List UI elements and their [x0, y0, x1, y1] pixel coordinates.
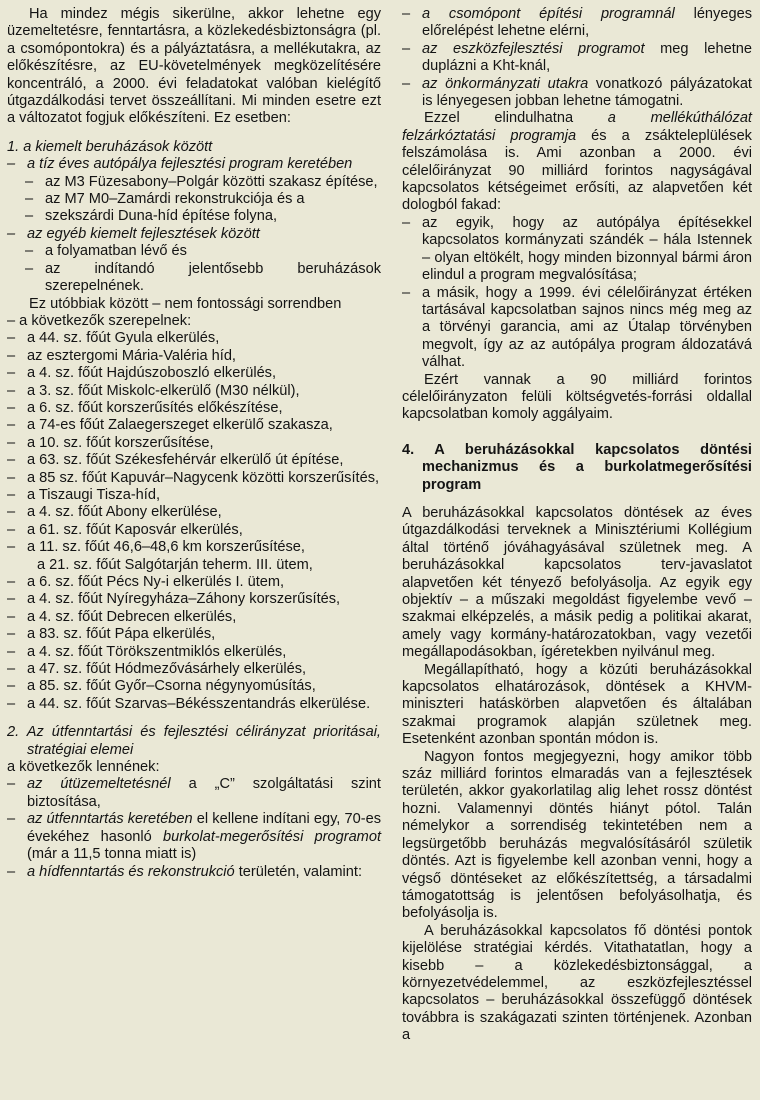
list-item: – a csomópont építési programnál lényeges előrelépést lehetne elérni, — [402, 6, 752, 41]
project-item: – a 61. sz. főút Kaposvár elkerülés, — [7, 522, 381, 539]
project-item: – a 11. sz. főút 46,6–48,6 km korszerűsítése, — [7, 539, 381, 556]
list-item: – a hídfenntartás és rekonstrukció területén, valamint: — [7, 864, 381, 881]
list-item: – a tíz éves autópálya fejlesztési program keretében — [7, 156, 381, 173]
note-line: – a következők szerepelnek: — [7, 312, 192, 329]
project-item: – a 4. sz. főút Nyíregyháza–Záhony korszerűsítés, — [7, 591, 381, 608]
project-item: a 21. sz. főút Salgótarján teherm. III. ütem, — [37, 556, 313, 573]
list-item: – az indítandó jelentősebb beruházások szerepelnének. — [7, 261, 381, 296]
section-2-intro: a következők lennének: — [7, 759, 160, 776]
list-item: – az eszközfejlesztési programot meg lehetne duplázni a Kht-knál, — [402, 41, 752, 76]
paragraph: A beruházásokkal kapcsolatos fő döntési pontok kijelölése stratégiai kérdés. Vitathatatlan, hogy a kisebb – a közlekedésbiztonsággal, a környezetvédelemmel, az eszközfejlesztéssel kapcsolatos – beruházásokkal összefüggő döntések továbbra is szakágazati szinten történjenek. Azonban a — [402, 922, 752, 1044]
project-item: – a 44. sz. főút Gyula elkerülés, — [7, 330, 381, 347]
list-item: – a folyamatban lévő és — [7, 243, 381, 260]
project-item: – a 44. sz. főút Szarvas–Békésszentandrás elkerülése. — [7, 696, 381, 713]
list-item: – az önkormányzati utakra vonatkozó pályázatokat is lényegesen jobban lehetne támogatni. — [402, 76, 752, 111]
list-item: – az M7 M0–Zamárdi rekonstrukciója és a — [7, 191, 381, 208]
left-column — [7, 6, 381, 881]
list-item: – szekszárdi Duna-híd építése folyna, — [7, 208, 381, 225]
project-item: – a 74-es főút Zalaegerszeget elkerülő szakasza, — [7, 417, 381, 434]
project-item: – a 4. sz. főút Debrecen elkerülés, — [7, 609, 381, 626]
project-list — [7, 330, 381, 713]
paragraph: Ezért vannak a 90 milliárd forintos célelőirányzaton felüli költségvetés-forrási oldallal kapcsolatban komoly aggályaim. — [402, 371, 752, 423]
project-item: – a 85 sz. főút Kapuvár–Nagycenk közötti korszerűsítés, — [7, 470, 381, 487]
list-item: – a másik, hogy a 1999. évi célelőirányzat értéken tartásával kapcsolatban sajnos nincs még meg az a törvényi garancia, ami az Útalap törvényben megvolt, így az az autópálya program áldozatává válhat. — [402, 285, 752, 372]
project-item: – a Tiszaugi Tisza-híd, — [7, 487, 381, 504]
section-1-heading: 1. a kiemelt beruházások között — [7, 138, 213, 155]
paragraph: Ezzel elindulhatna a mellékúthálózat felzárkóztatási programja és a zsákteleplülések felszámolása is. Ami azonban a 2000. évi célelőirányzat 90 milliárd forintos nagyságával kapcsolatos kétségeimet erősíti, az alapvetően két dologból fakad: — [402, 110, 752, 214]
list-item: – az útfenntartás keretében el kellene indítani egy, 70-es évekéhez hasonló burkolat-megerősítési programot (már a 11,5 tonna miatt is) — [7, 811, 381, 863]
project-item: – a 10. sz. főút korszerűsítése, — [7, 435, 381, 452]
section-4-heading: 4. A beruházásokkal kapcsolatos döntési mechanizmus és a burkolatmegerősítési program — [402, 441, 752, 493]
project-item: – a 4. sz. főút Hajdúszoboszló elkerülés, — [7, 365, 381, 382]
list-item: – az egyik, hogy az autópálya építésekkel kapcsolatos kormányzati szándék – hála Istennek – olyan eltökélt, hogy minden bizonnyal bármi áron elindul a program megvalósítása; — [402, 215, 752, 285]
project-item: – a 3. sz. főút Miskolc-elkerülő (M30 nélkül), — [7, 383, 381, 400]
project-item: – a 83. sz. főút Pápa elkerülés, — [7, 626, 381, 643]
project-item: – a 47. sz. főút Hódmezővásárhely elkerülés, — [7, 661, 381, 678]
list-item: – az útüzemeltetésnél a „C” szolgáltatási szint biztosítása, — [7, 776, 381, 811]
list-item: – az M3 Füzesabony–Polgár közötti szakasz építése, — [7, 174, 381, 191]
project-item: – a 4. sz. főút Törökszentmiklós elkerülés, — [7, 644, 381, 661]
project-item: – az esztergomi Mária-Valéria híd, — [7, 348, 381, 365]
project-item: – a 6. sz. főút Pécs Ny-i elkerülés I. ütem, — [7, 574, 381, 591]
section-2-heading: 2. Az útfenntartási és fejlesztési célirányzat prioritásai, stratégiai elemei — [7, 724, 381, 758]
list-item: – az egyéb kiemelt fejlesztések között — [7, 226, 381, 243]
project-item: – a 63. sz. főút Székesfehérvár elkerülő út építése, — [7, 452, 381, 469]
paragraph: Nagyon fontos megjegyezni, hogy amikor több száz milliárd forintos elmaradás van a fejlesztések területén, akkor gyakorlatilag alig lehet rossz döntést hozni. Valamennyi döntés hiányt pótol. Talán némelykor a sorrendiség tekintetében nem a legsürgetőbb beruházás megvalósításáról születik döntés. Azt is figyelembe kell azonban venni, hogy a végső döntéseket az előkészítettség, a társadalmi támogatottság is jelentősen befolyásolhatja, és befolyásolja is. — [402, 748, 752, 922]
project-item: – a 85. sz. főút Győr–Csorna négynyomúsítás, — [7, 678, 381, 695]
paragraph: Megállapítható, hogy a közúti beruházásokkal kapcsolatos elhatározások, döntések a KHVM-miniszteri hatáskörben alapvetően és általában szakmai programok alapján születnek meg. Esetenként azonban spontán módon is. — [402, 661, 752, 748]
note-line: Ez utóbbiak között – nem fontossági sorrendben — [29, 295, 342, 312]
intro-paragraph: Ha mindez mégis sikerülne, akkor lehetne egy üzemeltetésre, fenntartásra, a közlekedésbiztonságra (pl. a csomópontokra) és a pályáztatásra, a mellékutakra, az előkészítésre, az EU-követelmények megközelítésére koncentráló, a 2000. évi feladatokat valóban kielégítő útgazdálkodási tervet összeállítani. Mi minden esetre ezt a változatot fogjuk előkészíteni. Ez esetben: — [7, 6, 381, 127]
project-item: – a 4. sz. főút Abony elkerülése, — [7, 504, 381, 521]
right-column — [402, 6, 752, 1045]
paragraph: A beruházásokkal kapcsolatos döntések az éves útgazdálkodási terveknek a Minisztériumi Kollégium által történő jóváhagyásával születnek meg. A beruházásokkal kapcsolatos terv-javaslatot alapvetően két tényező befolyásolja. Az egyik egy objektív – a műszaki megoldást figyelembe vevő – szakmai elképzelés, a másik pedig a politikai akarat, amely vagy kormány-határozatokban, vagy vezetői megállapodásokban, ígéretekben nyilvánul meg. — [402, 504, 752, 661]
project-item: – a 6. sz. főút korszerűsítés előkészítése, — [7, 400, 381, 417]
